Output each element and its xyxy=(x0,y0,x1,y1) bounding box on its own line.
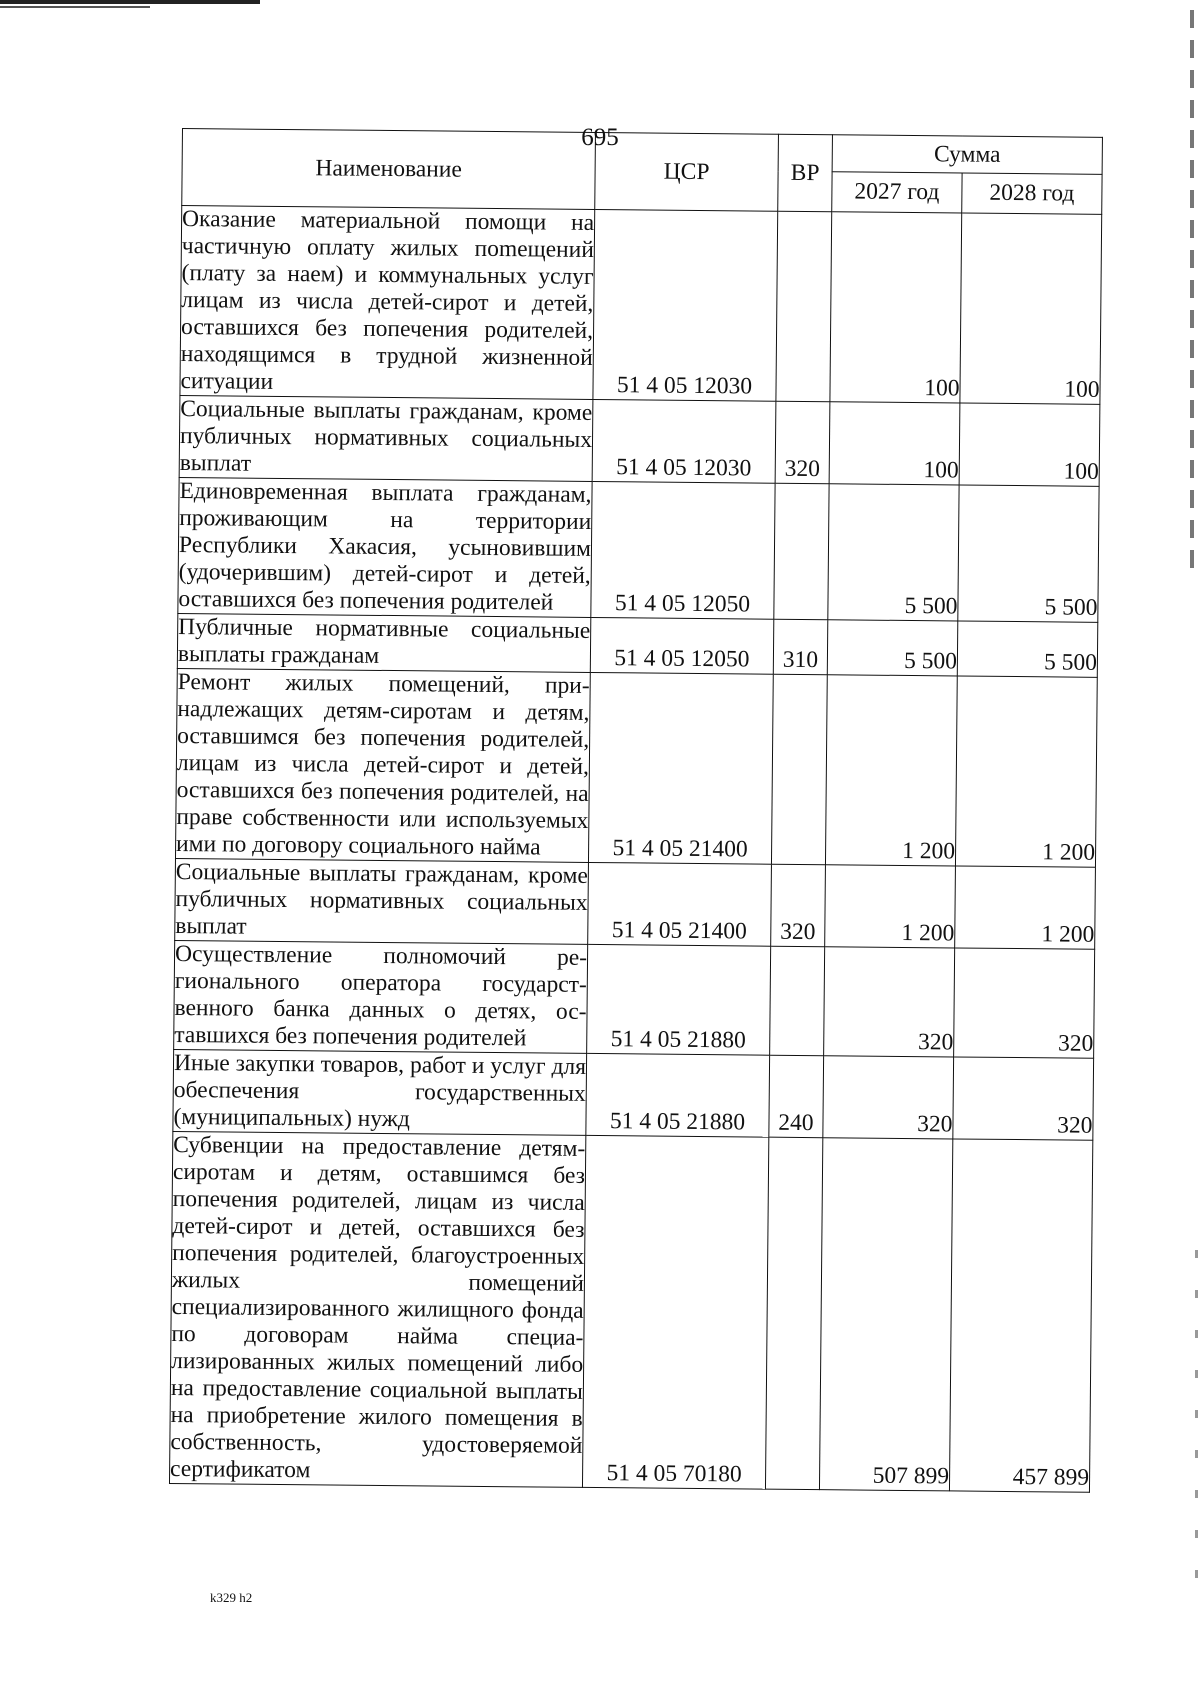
cell-2027: 5 500 xyxy=(827,620,958,676)
cell-2027: 100 xyxy=(830,212,962,403)
cell-2027: 5 500 xyxy=(828,484,959,621)
scan-artifact-right-lower xyxy=(1195,1250,1198,1610)
table-header xyxy=(182,129,1103,215)
table-row xyxy=(179,395,1100,486)
cell-vr: 320 xyxy=(771,864,826,947)
table-row xyxy=(169,1131,1092,1492)
cell-csr: 51 4 05 21400 xyxy=(588,672,773,864)
cell-csr: 51 4 05 21880 xyxy=(587,944,771,1055)
table-row xyxy=(174,940,1095,1058)
cell-name: Социальные выплаты гражданам, кроме публичных нормативных социальных выплат xyxy=(179,395,593,481)
cell-vr xyxy=(776,211,832,402)
page-number: 695 xyxy=(581,124,619,151)
table-row xyxy=(178,477,1099,622)
column-header-2028: 2028 год xyxy=(962,173,1102,214)
cell-2027: 507 899 xyxy=(819,1138,952,1491)
cell-2027: 320 xyxy=(823,1056,954,1139)
cell-csr: 51 4 05 12030 xyxy=(593,209,778,401)
cell-name: Оказание материальной помощи на частичную оплату жилых поmещений (плату за наем) и коммунальных услуг лицам из числа детей-сирот и детей, оставшихся без попечения родителей, находящимся в трудной жизненной ситуации xyxy=(180,206,595,400)
column-header-csr: ЦСР xyxy=(595,132,779,211)
cell-2028: 5 500 xyxy=(958,485,1099,622)
table-row xyxy=(175,858,1096,949)
cell-2027: 100 xyxy=(829,402,960,485)
cell-name: Социальные выплаты гражданам, кроме публичных нормативных социальных выплат xyxy=(175,858,589,944)
cell-2028: 100 xyxy=(960,213,1102,404)
cell-2027: 320 xyxy=(824,947,955,1057)
cell-2028: 100 xyxy=(959,403,1100,486)
budget-table xyxy=(169,128,1103,1493)
scan-artifact-top-secondary xyxy=(0,6,150,8)
cell-vr: 320 xyxy=(775,401,830,484)
cell-2028: 1 200 xyxy=(955,866,1096,949)
table-body xyxy=(169,206,1101,1493)
table-row xyxy=(180,206,1102,405)
cell-name: Единовременная выплата гражданам, проживающим на территории Республики Хакасия, усыновившим (удочерившим) детей-сирот и детей, оставшихся без попечения родителей xyxy=(178,477,592,616)
cell-name: Осуществление полномочий регионального оператора государственного банка данных о детях, оставшихся без попечения родителей xyxy=(174,940,588,1053)
table-row xyxy=(175,668,1097,867)
column-header-name: Наименование xyxy=(182,129,596,210)
cell-2027: 1 200 xyxy=(825,675,957,866)
cell-csr: 51 4 05 21400 xyxy=(588,862,772,946)
cell-csr: 51 4 05 12050 xyxy=(591,481,775,619)
footer-code: k329 h2 xyxy=(210,1590,253,1605)
cell-csr: 51 4 05 70180 xyxy=(582,1135,768,1489)
cell-vr: 310 xyxy=(773,619,828,675)
cell-csr: 51 4 05 12030 xyxy=(592,399,776,483)
column-header-2027: 2027 год xyxy=(832,172,962,213)
cell-vr xyxy=(771,674,827,865)
cell-2027: 1 200 xyxy=(825,865,956,948)
table-row xyxy=(173,1049,1094,1140)
cell-2028: 1 200 xyxy=(955,676,1097,867)
cell-2028: 457 899 xyxy=(949,1139,1092,1492)
column-header-vr: ВР xyxy=(778,134,833,212)
cell-name: Публичные нормативные социальные выплаты гражданам xyxy=(177,613,591,672)
table-row xyxy=(177,613,1098,677)
cell-name: Субвенции на предоставление детям-сиротам и детям, оставшимся без попечения родителей, лицам из числа детей-сирот и детей, оставшихся без попечения родителей, благоустроенных жилых помещений специализированного жилищного фонда по договорам найма специализированных жилых помещений либо на предоставление социальной выплаты на приобретение жилого помещения в собственность, удостоверяемой сертификатом xyxy=(169,1131,585,1487)
cell-name: Ремонт жилых помещений, принадлежащих детям-сиротам и детям, оставшимся без попечения родителей, лицам из числа детей-сирот и детей, оставшихся без попечения родителей, на праве собственности или используемых ими по договору социального найма xyxy=(176,668,590,861)
scan-artifact-right xyxy=(1190,10,1194,570)
cell-name: Иные закупки товаров, работ и услуг для обеспечения государственных (муниципальных) нужд xyxy=(173,1049,587,1135)
scan-artifact-top xyxy=(0,0,260,4)
cell-2028: 320 xyxy=(954,948,1095,1058)
column-header-sum: Сумма xyxy=(832,135,1102,175)
cell-2028: 5 500 xyxy=(957,621,1098,677)
cell-vr xyxy=(765,1137,822,1490)
cell-csr: 51 4 05 21880 xyxy=(586,1053,770,1137)
cell-2028: 320 xyxy=(953,1057,1094,1140)
cell-vr: 240 xyxy=(769,1055,824,1138)
cell-vr xyxy=(774,483,829,620)
cell-csr: 51 4 05 12050 xyxy=(590,617,774,674)
cell-vr xyxy=(770,946,825,1056)
